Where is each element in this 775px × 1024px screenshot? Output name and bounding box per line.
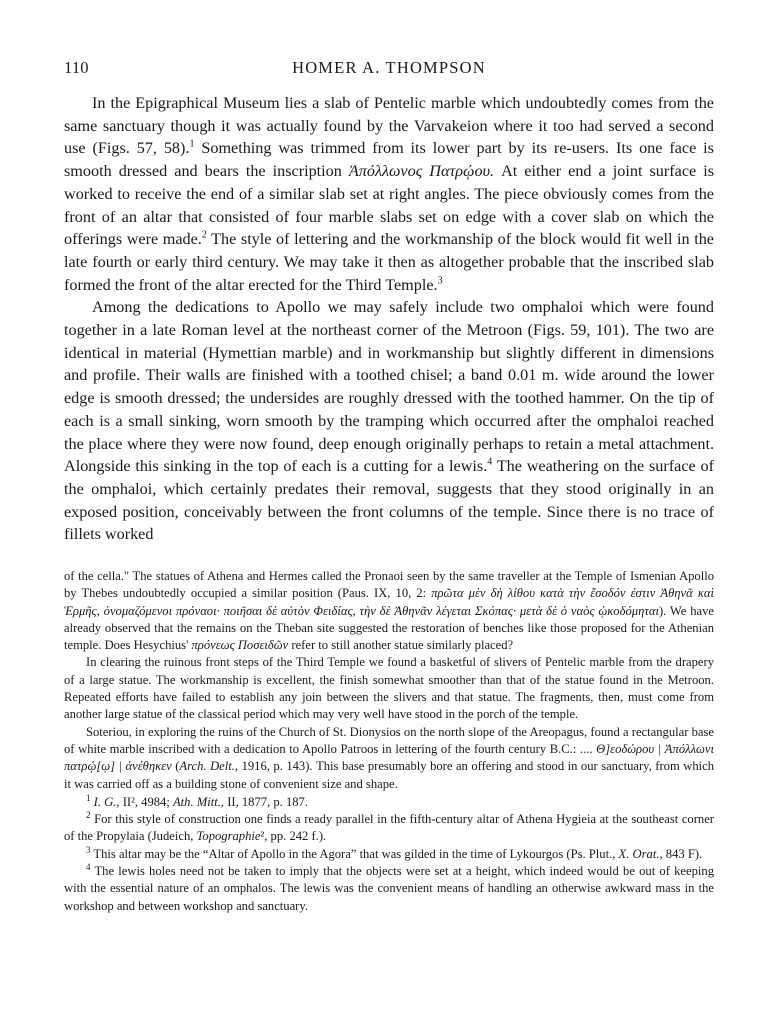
footnote-ref-2[interactable]: 2 xyxy=(201,229,207,241)
note-continuation: of the cella." The statues of Athena and Hermes called the Pronaoi seen by the same traveller at the Temple of Ismenian Apollo by Thebes undoubtedly occupied a similar position (Paus. IX, 10, 2: πρῶτα μὲν δὴ λίθου κατὰ τὴν ἔσοδόν ἐστιν Ἀθηνᾶ καὶ Ἑρμῆς, ὀνομαζόμενοι πρόναοι· ποιῆσαι δὲ αὐτὸν Φειδίας, τὴν δὲ Ἀθηνᾶν λέγεται Σκόπας· μετὰ δὲ ὁ ναὸς ᾠκοδόμηται). We have already observed that the remains on the Theban site suggested the restoration of benches like those proposed for the Athenian temple. Does Hesychius' πρόνεως Ποσειδῶν refer to still another statue similarly placed? xyxy=(64,569,715,653)
paragraph-omphaloi: Among the dedications to Apollo we may safely include two omphaloi which were found together in a late Roman level at the northeast corner of the Metroon (Figs. 59, 101). The two are identical in material (Hymettian marble) and in workmanship but slightly different in dimensions and profile. Their walls are finished with a toothed chisel; a band 0.01 m. wide around the lower edge is smooth dressed; the undersides are roughly dressed with the toothed hammer. On the tip of each is a small sinking, worn smooth by the tramping which occurred after the omphaloi reached the place where they were now found, deep enough originally perhaps to retain a metal attachment. Alongside this sinking in the top of each is a cutting for a lewis.$^4$ The weathering on the surface of the omphaloi, which certainly predates their removal, suggests that they stood originally in an exposed position, conceivably between the front columns of the temple. Since there is no trace of fillets worked xyxy=(64,298,714,544)
page-header xyxy=(64,58,714,82)
greek-pausanias-quote: πρῶτα μὲν δὴ λίθου κατὰ τὴν ἔσοδόν ἐστιν Ἀθηνᾶ καὶ Ἑρμῆς, ὀνομαζόμενοι πρόναοι· ποιῆσαι δὲ αὐτὸν Φειδίας, τὴν δὲ Ἀθηνᾶν λέγεται Σκόπας· μετὰ δὲ ὁ ναὸς ᾠκοδόμηται xyxy=(64,586,714,618)
footnote-1: $^1$ I. G., II², 4984; Ath. Mitt., II, 1877, p. 187. xyxy=(86,792,309,809)
paragraph-epigraphical-museum: In the Epigraphical Museum lies a slab of Pentelic marble which undoubtedly comes from the same sanctuary though it was actually found by the Varvakeion where it too had served a second use (Figs. 57, 58).$^1$ Something was trimmed from its lower part by its re-users. Its one face is smooth dressed and bears the inscription Ἀπόλλωνος Πατρῴου. At either end a joint surface is worked to receive the end of a similar slab set at right angles. The piece obviously comes from the front of an altar that consisted of four marble slabs set on edge with a cover slab on which the offerings were made.$^2$ The style of lettering and the workmanship of the block would fit well in the late fourth or early third century. We may take it then as altogether probable that the inscribed slab formed the front of the altar erected for the Third Temple.$^3$ xyxy=(64,94,715,294)
greek-inscription: Ἀπόλλωνος Πατρῴου. xyxy=(348,162,495,181)
greek-hesychius-quote: πρόνεως Ποσειδῶν xyxy=(191,638,289,653)
note-soteriou: Soteriou, in exploring the ruins of the Church of St. Dionysios on the north slope of the Areopagus, found a rectangular base of white marble inscribed with a dedication to Apollo Patroos in lettering of the fourth century B.C.: .... Θ]εοδώρου | Ἀπόλλωνι πατρῴ[ῳ] | ἀνέθηκεν (Arch. Delt., 1916, p. 143). This base presumably bore an offering and stood in our sanctuary, from which it was carried off as a building stone of convenient size and shape. xyxy=(64,724,715,791)
footnote-ref-3[interactable]: 3 xyxy=(437,275,443,287)
main-text xyxy=(64,92,714,546)
footnotes-section xyxy=(64,568,714,915)
page-number: 110 xyxy=(64,58,89,77)
note-third-temple-steps: In clearing the ruinous front steps of the Third Temple we found a basketful of slivers of Pentelic marble from the drapery of a large statue. The workmanship is excellent, the finish somewhat smoother than that of the statue found in the Metroon. Repeated efforts have failed to establish any join between the slivers and that statue. The fragments, then, must come from another large statue of the classical period which may very well have stood in the porch of the temple. xyxy=(64,655,714,722)
footnote-3: $^3$ This altar may be the “Altar of Apollo in the Agora” that was gilded in the time of Lykourgos (Ps. Plut., X. Orat., 843 F). xyxy=(86,844,703,861)
running-title: HOMER A. THOMPSON xyxy=(292,58,486,77)
footnote-2: $^2$ For this style of construction one finds a ready parallel in the fifth-century altar of Athena Hygieia at the southeast corner of the Propylaia (Judeich, Topographie², pp. 242 f.). xyxy=(64,809,714,844)
greek-dedication: Θ]εοδώρου | Ἀπόλλωνι πατρῴ[ῳ] | ἀνέθηκεν xyxy=(64,741,715,774)
footnote-4: $^4$ The lewis holes need not be taken to imply that the objects were set at a height, which indeed would be out of keeping with the essential nature of an omphalos. The lewis was the convenient means of handling an otherwise awkward mass in the workshop and between workshop and sanctuary. xyxy=(64,861,714,913)
footnote-ref-1[interactable]: 1 xyxy=(189,139,195,151)
footnote-ref-4[interactable]: 4 xyxy=(487,456,493,468)
